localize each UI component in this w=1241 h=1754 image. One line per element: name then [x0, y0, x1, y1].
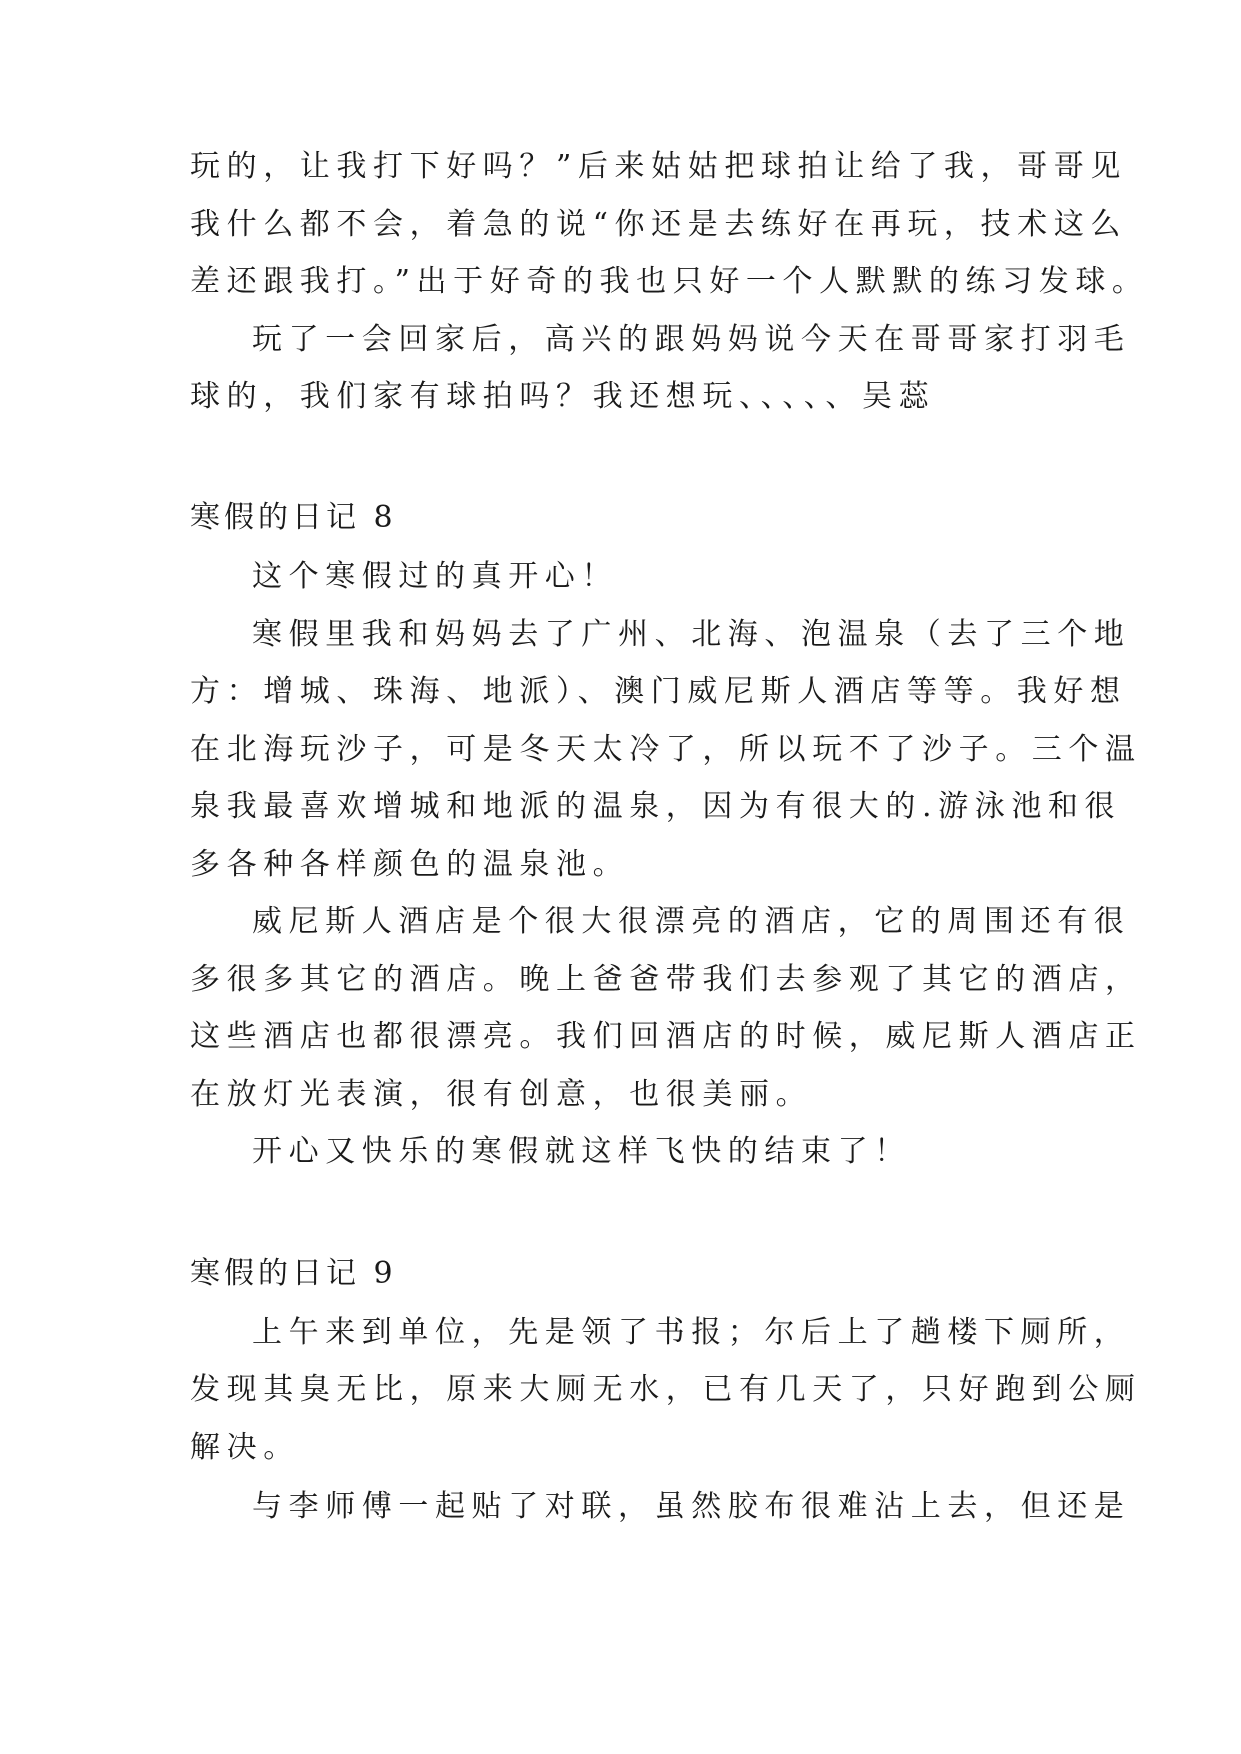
- paragraph-line: 上午来到单位，先是领了书报；尔后上了趟楼下厕所，: [252, 1315, 1131, 1350]
- section-heading: 寒假的日记 9: [190, 1256, 397, 1291]
- paragraph-line: 多很多其它的酒店。晚上爸爸带我们去参观了其它的酒店，: [190, 962, 1142, 997]
- paragraph-line: 这个寒假过的真开心！: [252, 559, 618, 594]
- paragraph-line: 玩了一会回家后，高兴的跟妈妈说今天在哥哥家打羽毛: [252, 322, 1131, 357]
- paragraph-line: 差还跟我打。”出于好奇的我也只好一个人默默的练习发球。: [190, 264, 1149, 299]
- paragraph-line: 与李师傅一起贴了对联，虽然胶布很难沾上去，但还是: [252, 1489, 1131, 1524]
- paragraph-line: 在北海玩沙子，可是冬天太冷了，所以玩不了沙子。三个温: [190, 732, 1142, 767]
- paragraph-line: 在放灯光表演，很有创意，也很美丽。: [190, 1077, 813, 1112]
- paragraph-line: 泉我最喜欢增城和地派的温泉，因为有很大的.游泳池和很: [190, 789, 1122, 824]
- paragraph-line: 多各种各样颜色的温泉池。: [190, 847, 630, 882]
- paragraph-line: 方：增城、珠海、地派）、澳门威尼斯人酒店等等。我好想: [190, 674, 1127, 709]
- paragraph-line: 发现其臭无比，原来大厕无水，已有几天了，只好跑到公厕: [190, 1372, 1142, 1407]
- paragraph-line: 开心又快乐的寒假就这样飞快的结束了！: [252, 1134, 911, 1169]
- paragraph-line: 威尼斯人酒店是个很大很漂亮的酒店，它的周围还有很: [252, 904, 1131, 939]
- paragraph-line: 这些酒店也都很漂亮。我们回酒店的时候，威尼斯人酒店正: [190, 1019, 1142, 1054]
- section-heading: 寒假的日记 8: [190, 500, 397, 535]
- paragraph-line: 玩的，让我打下好吗？”后来姑姑把球拍让给了我，哥哥见: [190, 149, 1127, 184]
- paragraph-line: 寒假里我和妈妈去了广州、北海、泡温泉（去了三个地: [252, 617, 1131, 652]
- paragraph-line: 解决。: [190, 1430, 300, 1465]
- paragraph-line: 球的，我们家有球拍吗？我还想玩、、、、、吴蕊: [190, 379, 936, 414]
- paragraph-line: 我什么都不会，着急的说“你还是去练好在再玩，技术这么: [190, 207, 1127, 242]
